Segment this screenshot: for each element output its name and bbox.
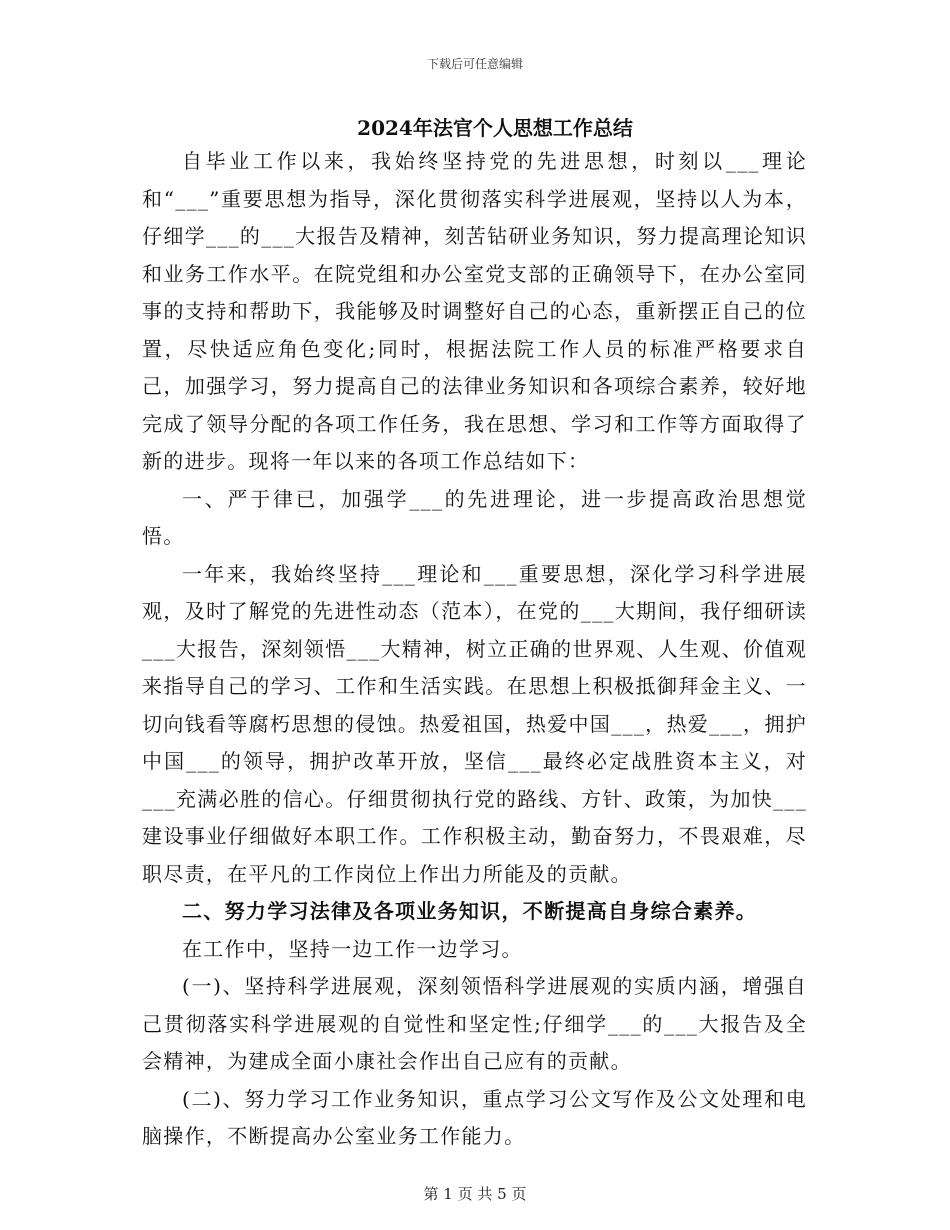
paragraph-section-1: 一年来，我始终坚持___理论和___重要思想，深化学习科学进展观，及时了解党的先进性动态（范本），在党的___大期间，我仔细研读___大报告，深刻领悟___大精神，树立正确的世界观、人生观、价值观来指导自己的学习、工作和生活实践。在思想上积极抵御拜金主义、一切向钱看等腐朽思想的侵蚀。热爱祖国，热爱中国___，热爱___，拥护中国___的领导，拥护改革开放，坚信___最终必定战胜资本主义，对___充满必胜的信心。仔细贯彻执行党的路线、方针、政策，为加快___建设事业仔细做好本职工作。工作积极主动，勤奋努力，不畏艰难，尽职尽责，在平凡的工作岗位上作出力所能及的贡献。 [142, 561, 807, 886]
section-heading-1: 一、严于律已，加强学___的先进理论，进一步提高政治思想觉悟。 [142, 486, 807, 548]
paragraph-intro: 自毕业工作以来，我始终坚持党的先进思想，时刻以___理论和“___”重要思想为指导，深化贯彻落实科学进展观，坚持以人为本，仔细学___的___大报告及精神，刻苦钻研业务知识，努力提高理论知识和业务工作水平。在院党组和办公室党支部的正确领导下，在办公室同事的支持和帮助下，我能够及时调整好自己的心态，重新摆正自己的位置，尽快适应角色变化;同时，根据法院工作人员的标准严格要求自己，加强学习，努力提高自己的法律业务知识和各项综合素养，较好地完成了领导分配的各项工作任务，我在思想、学习和工作等方面取得了新的进步。现将一年以来的各项工作总结如下： [142, 149, 807, 473]
page-number: 第 1 页 共 5 页 [423, 1185, 527, 1203]
paragraph-item-1: (一)、坚持科学进展观，深刻领悟科学进展观的实质内涵，增强自己贯彻落实科学进展观的自觉性和坚定性;仔细学___的___大报告及全会精神，为建成全面小康社会作出自己应有的贡献。 [142, 974, 807, 1073]
document-title: 2024年法官个人思想工作总结 [357, 116, 633, 140]
section-heading-2: 二、努力学习法律及各项业务知识，不断提高自身综合素养。 [182, 899, 758, 923]
document-body [142, 143, 807, 1156]
paragraph-section-2-intro: 在工作中，坚持一边工作一边学习。 [182, 936, 523, 961]
header-note: 下载后可任意编辑 [426, 57, 523, 71]
paragraph-item-2: (二)、努力学习工作业务知识，重点学习公文写作及公文处理和电脑操作，不断提高办公室业务工作能力。 [142, 1086, 807, 1148]
